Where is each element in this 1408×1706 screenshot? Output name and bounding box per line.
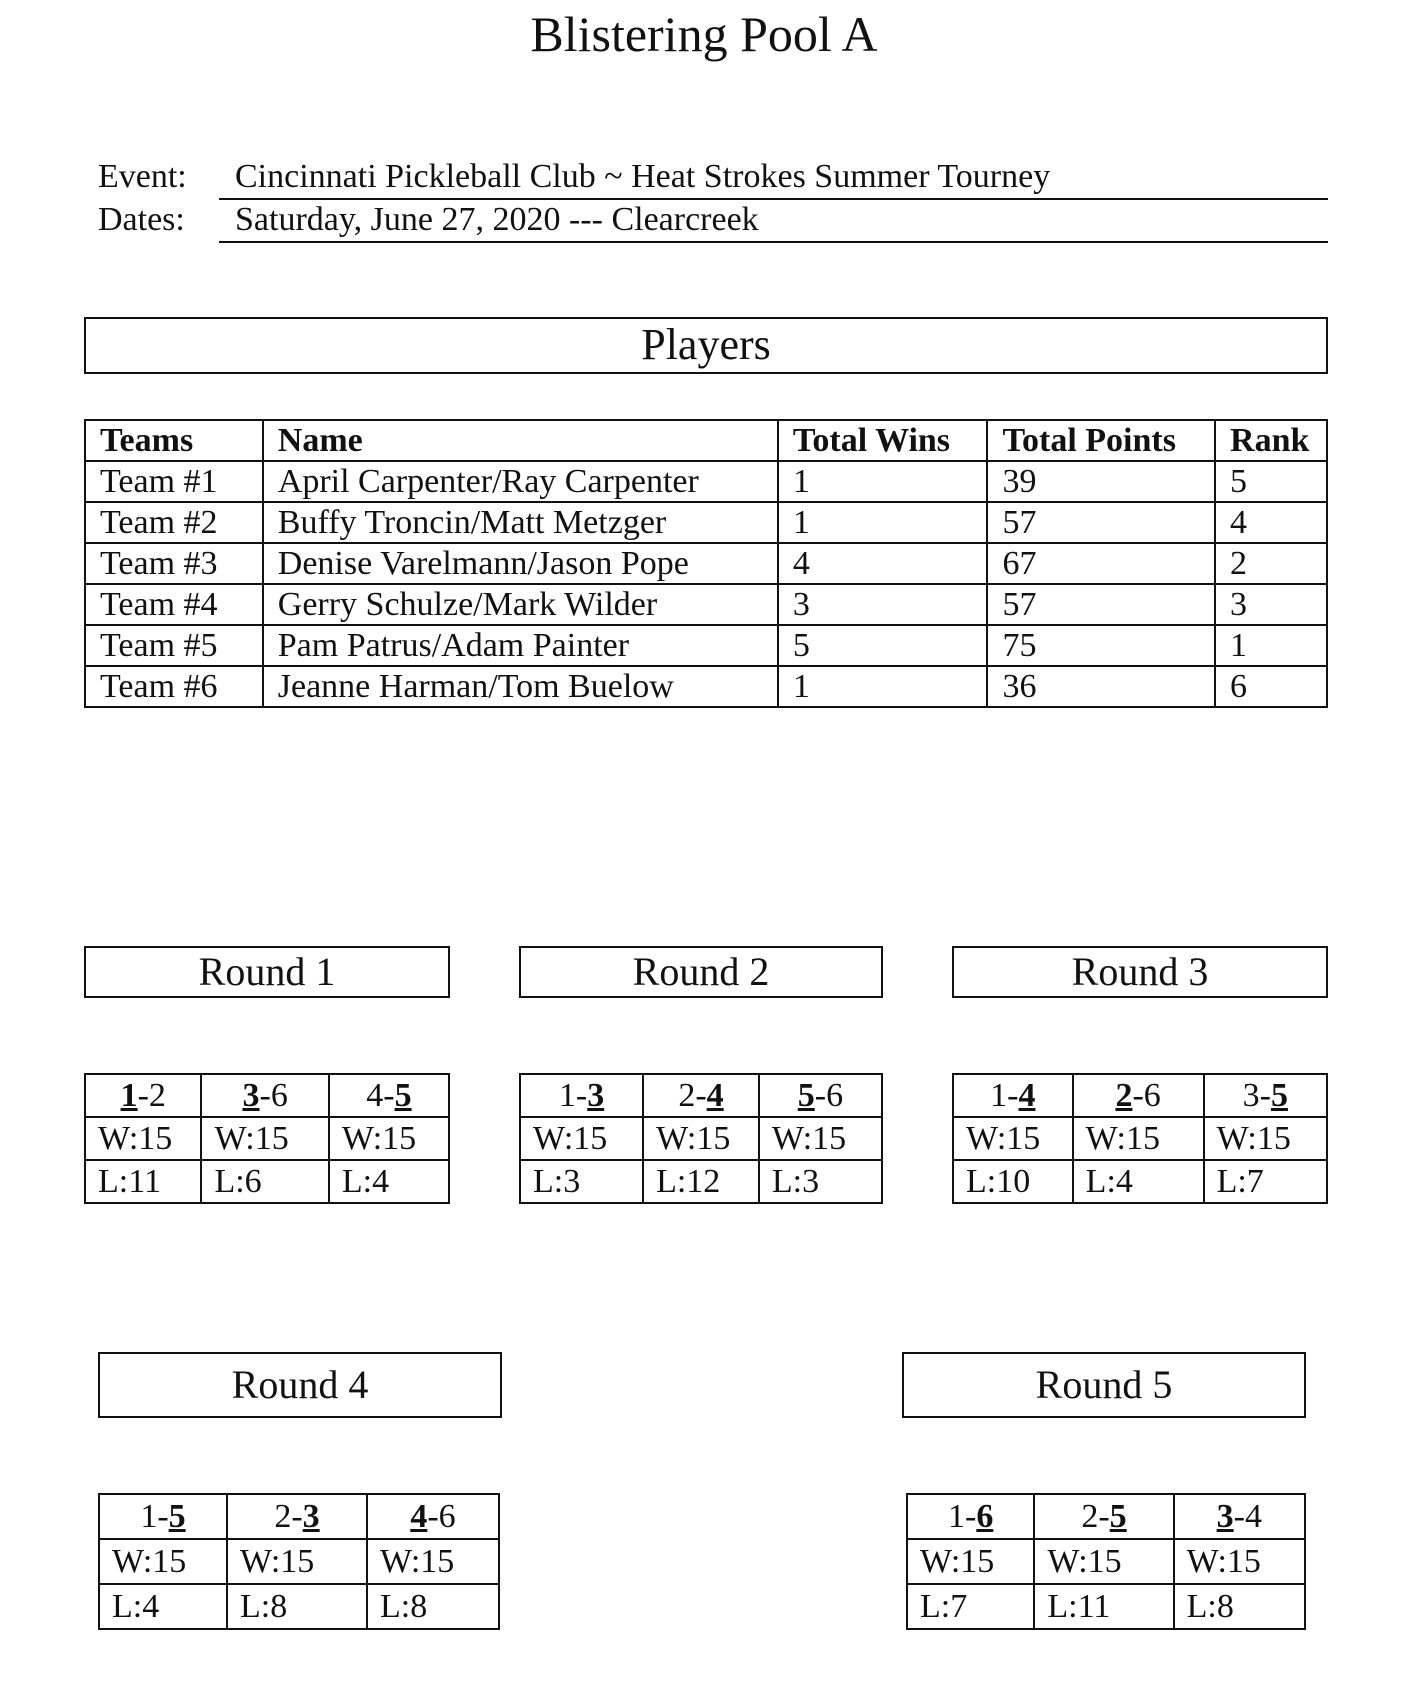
win-score: W:15: [1204, 1117, 1327, 1160]
cell-total-points: 67: [987, 543, 1215, 584]
win-score: W:15: [329, 1117, 449, 1160]
round-2-heading: Round 2: [519, 946, 883, 998]
match-pairing: [329, 1074, 449, 1117]
match-pairing: [520, 1074, 643, 1117]
pairing-dash: -: [1098, 1497, 1110, 1535]
event-label: Event:: [98, 158, 187, 195]
page-title: Blistering Pool A: [530, 6, 878, 62]
loss-score: L:8: [227, 1584, 367, 1629]
cell-rank: 6: [1215, 666, 1327, 707]
round-2-results: [519, 1073, 883, 1204]
pairing-dash: -: [1259, 1076, 1271, 1114]
win-score: W:15: [520, 1117, 643, 1160]
cell-name: Gerry Schulze/Mark Wilder: [263, 584, 778, 625]
team-a-number: 4: [366, 1076, 384, 1114]
loss-score: L:4: [99, 1584, 227, 1629]
loss-score: L:10: [953, 1160, 1073, 1203]
loss-score-row: [85, 1160, 449, 1203]
loss-score: L:8: [367, 1584, 499, 1629]
match-row: [99, 1494, 499, 1539]
round-1-heading: Round 1: [84, 946, 450, 998]
cell-name: Jeanne Harman/Tom Buelow: [263, 666, 778, 707]
win-score-row: [520, 1117, 882, 1160]
team-a-number: 1: [558, 1076, 576, 1114]
loss-score: L:11: [1034, 1584, 1173, 1629]
win-score: W:15: [99, 1539, 227, 1584]
match-pairing: [227, 1494, 367, 1539]
team-b-number: 4: [1244, 1497, 1262, 1535]
cell-total-points: 57: [987, 502, 1215, 543]
pairing-dash: -: [575, 1076, 588, 1114]
match-pairing: [1034, 1494, 1173, 1539]
round-3-heading: Round 3: [952, 946, 1328, 998]
pairing-dash: -: [137, 1076, 149, 1114]
loss-score: L:12: [643, 1160, 759, 1203]
team-a-number: 2: [1081, 1497, 1099, 1535]
team-b-number: 6: [1143, 1076, 1161, 1114]
header-total-points: Total Points: [987, 420, 1215, 461]
win-score: W:15: [643, 1117, 759, 1160]
round-4-heading: Round 4: [98, 1352, 502, 1418]
team-b-number: 6: [438, 1497, 456, 1535]
cell-rank: 1: [1215, 625, 1327, 666]
cell-team: Team #6: [85, 666, 263, 707]
pairing-dash: -: [291, 1497, 303, 1535]
cell-rank: 3: [1215, 584, 1327, 625]
win-score: W:15: [759, 1117, 882, 1160]
cell-name: April Carpenter/Ray Carpenter: [263, 461, 778, 502]
match-row: [520, 1074, 882, 1117]
cell-total-wins: 5: [778, 625, 988, 666]
cell-total-points: 75: [987, 625, 1215, 666]
team-b-number: 3: [302, 1497, 320, 1535]
loss-score: L:4: [1073, 1160, 1204, 1203]
players-heading: Players: [84, 317, 1328, 374]
team-a-number: 2: [274, 1497, 292, 1535]
match-pairing: [643, 1074, 759, 1117]
team-b-number: 5: [1109, 1497, 1127, 1535]
team-a-number: 5: [797, 1076, 815, 1114]
team-a-number: 2: [1115, 1076, 1133, 1114]
cell-rank: 4: [1215, 502, 1327, 543]
loss-score: L:4: [329, 1160, 449, 1203]
table-row: [85, 584, 1327, 625]
pairing-dash: -: [695, 1076, 707, 1114]
cell-team: Team #1: [85, 461, 263, 502]
win-score-row: [85, 1117, 449, 1160]
win-score: W:15: [1034, 1539, 1173, 1584]
win-score: W:15: [1174, 1539, 1305, 1584]
players-table: [84, 419, 1328, 708]
match-row: [85, 1074, 449, 1117]
table-row: [85, 461, 1327, 502]
pairing-dash: -: [259, 1076, 271, 1114]
team-b-number: 3: [587, 1076, 605, 1114]
pairing-dash: -: [1233, 1497, 1245, 1535]
header-teams: Teams: [85, 420, 263, 461]
cell-team: Team #5: [85, 625, 263, 666]
header-rank: Rank: [1215, 420, 1327, 461]
round-1-results: [84, 1073, 450, 1204]
match-pairing: [367, 1494, 499, 1539]
round-5-heading: Round 5: [902, 1352, 1306, 1418]
cell-rank: 2: [1215, 543, 1327, 584]
table-row: [85, 625, 1327, 666]
loss-score-row: [99, 1584, 499, 1629]
team-a-number: 1: [948, 1497, 966, 1535]
team-a-number: 1: [120, 1076, 138, 1114]
match-row: [953, 1074, 1327, 1117]
players-header-row: [85, 420, 1327, 461]
team-b-number: 5: [394, 1076, 412, 1114]
match-pairing: [201, 1074, 328, 1117]
cell-total-points: 39: [987, 461, 1215, 502]
match-pairing: [953, 1074, 1073, 1117]
win-score-row: [953, 1117, 1327, 1160]
team-b-number: 5: [1270, 1076, 1288, 1114]
round-3-results: [952, 1073, 1328, 1204]
team-b-number: 6: [976, 1497, 994, 1535]
team-a-number: 2: [678, 1076, 696, 1114]
match-pairing: [99, 1494, 227, 1539]
loss-score: L:8: [1174, 1584, 1305, 1629]
loss-score-row: [907, 1584, 1305, 1629]
cell-name: Denise Varelmann/Jason Pope: [263, 543, 778, 584]
header-name: Name: [263, 420, 778, 461]
match-pairing: [1174, 1494, 1305, 1539]
pairing-dash: -: [814, 1076, 827, 1114]
pairing-dash: -: [1007, 1076, 1019, 1114]
pairing-dash: -: [157, 1497, 169, 1535]
win-score: W:15: [1073, 1117, 1204, 1160]
team-a-number: 1: [140, 1497, 158, 1535]
win-score-row: [99, 1539, 499, 1584]
win-score: W:15: [367, 1539, 499, 1584]
dates-value: Saturday, June 27, 2020 --- Clearcreek: [219, 200, 1328, 243]
cell-name: Buffy Troncin/Matt Metzger: [263, 502, 778, 543]
loss-score-row: [520, 1160, 882, 1203]
table-row: [85, 543, 1327, 584]
loss-score: L:7: [1204, 1160, 1327, 1203]
team-a-number: 3: [1216, 1497, 1234, 1535]
table-row: [85, 666, 1327, 707]
win-score: W:15: [227, 1539, 367, 1584]
event-value: Cincinnati Pickleball Club ~ Heat Strokes Summer Tourney: [219, 157, 1328, 200]
team-a-number: 1: [990, 1076, 1008, 1114]
win-score: W:15: [907, 1539, 1034, 1584]
team-b-number: 5: [168, 1497, 186, 1535]
header-total-wins: Total Wins: [778, 420, 988, 461]
loss-score: L:3: [759, 1160, 882, 1203]
team-b-number: 6: [270, 1076, 288, 1114]
table-row: [85, 502, 1327, 543]
match-pairing: [1204, 1074, 1327, 1117]
cell-total-points: 57: [987, 584, 1215, 625]
cell-team: Team #4: [85, 584, 263, 625]
pairing-dash: -: [1132, 1076, 1144, 1114]
loss-score: L:11: [85, 1160, 201, 1203]
cell-team: Team #3: [85, 543, 263, 584]
match-pairing: [907, 1494, 1034, 1539]
team-b-number: 6: [826, 1076, 844, 1114]
match-pairing: [1073, 1074, 1204, 1117]
round-5-results: [906, 1493, 1306, 1630]
cell-total-wins: 4: [778, 543, 988, 584]
pairing-dash: -: [965, 1497, 977, 1535]
cell-total-wins: 1: [778, 461, 988, 502]
team-a-number: 4: [410, 1497, 428, 1535]
cell-name: Pam Patrus/Adam Painter: [263, 625, 778, 666]
team-b-number: 2: [148, 1076, 166, 1114]
win-score: W:15: [201, 1117, 328, 1160]
cell-total-wins: 1: [778, 502, 988, 543]
win-score: W:15: [85, 1117, 201, 1160]
win-score-row: [907, 1539, 1305, 1584]
loss-score: L:6: [201, 1160, 328, 1203]
round-4-results: [98, 1493, 500, 1630]
cell-total-wins: 1: [778, 666, 988, 707]
match-pairing: [85, 1074, 201, 1117]
cell-total-wins: 3: [778, 584, 988, 625]
pairing-dash: -: [427, 1497, 439, 1535]
team-a-number: 3: [1242, 1076, 1260, 1114]
match-row: [907, 1494, 1305, 1539]
loss-score-row: [953, 1160, 1327, 1203]
loss-score: L:3: [520, 1160, 643, 1203]
cell-total-points: 36: [987, 666, 1215, 707]
team-a-number: 3: [242, 1076, 260, 1114]
loss-score: L:7: [907, 1584, 1034, 1629]
team-b-number: 4: [1018, 1076, 1036, 1114]
cell-team: Team #2: [85, 502, 263, 543]
win-score: W:15: [953, 1117, 1073, 1160]
dates-label: Dates:: [98, 201, 185, 238]
team-b-number: 4: [706, 1076, 724, 1114]
pairing-dash: -: [383, 1076, 395, 1114]
cell-rank: 5: [1215, 461, 1327, 502]
match-pairing: [759, 1074, 882, 1117]
